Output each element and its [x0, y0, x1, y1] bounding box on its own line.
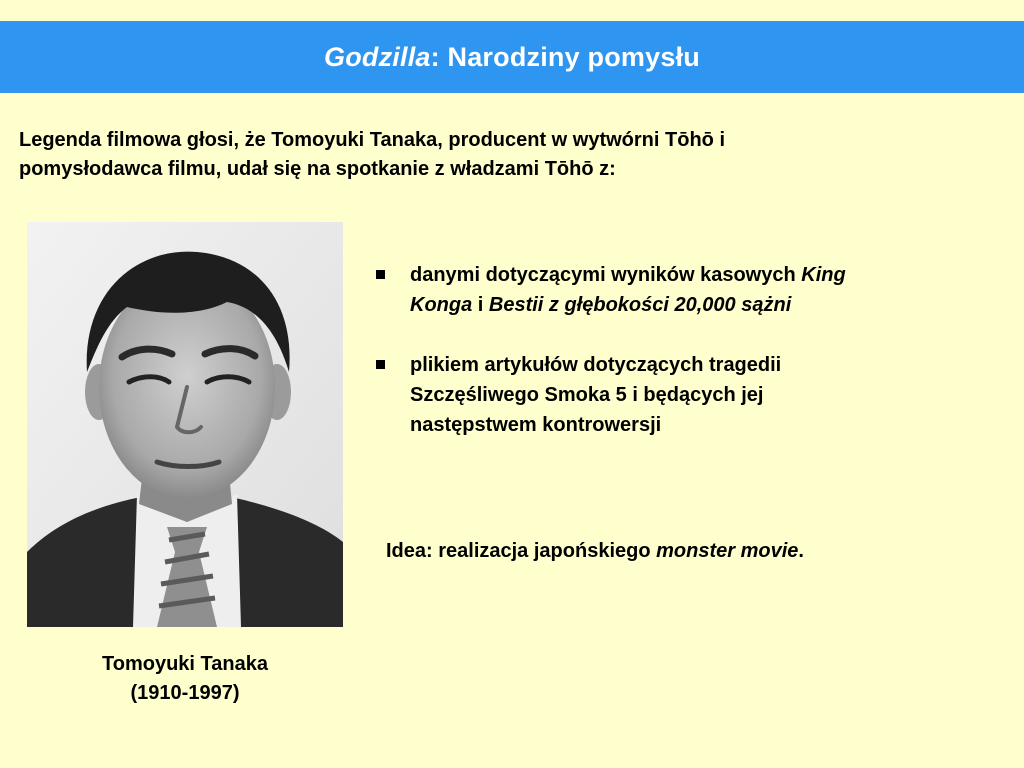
bullet-1-line-2: [410, 290, 992, 320]
idea-prefix: Idea: realizacja japońskiego: [386, 540, 657, 562]
intro-line-2: pomysłodawca filmu, udał się na spotkanie z władzami Tōhō z:: [19, 158, 616, 180]
caption-name: Tomoyuki Tanaka: [102, 653, 268, 675]
bullet-2-line-1: plikiem artykułów dotyczących tragedii: [410, 354, 782, 376]
bullet-list: [372, 260, 992, 470]
bullet-1-text: danymi dotyczącymi wyników kasowych: [410, 264, 802, 286]
caption-years: (1910-1997): [130, 682, 240, 704]
bullet-1-king: King: [801, 264, 846, 286]
portrait-caption: [27, 650, 343, 708]
square-bullet-icon: [376, 360, 385, 369]
idea-suffix: .: [798, 540, 804, 562]
idea-italic: monster movie: [656, 540, 799, 562]
bullet-item-articles: [372, 350, 992, 440]
intro-line-1: Legenda filmowa głosi, że Tomoyuki Tanaka, producent w wytwórni Tōhō i: [19, 129, 725, 151]
bullet-2-line-2: Szczęśliwego Smoka 5 i będących jej: [410, 384, 764, 406]
intro-text: [19, 126, 1009, 184]
bullet-1-and: i: [472, 294, 489, 316]
portrait-photo: [27, 222, 343, 627]
bullet-2-line-3: następstwem kontrowersji: [410, 414, 662, 436]
bullet-item-box-office: [372, 260, 992, 320]
bullet-1-beast-title: Bestii z głębokości 20,000 sążni: [488, 294, 792, 316]
idea-statement: [386, 536, 804, 566]
square-bullet-icon: [376, 270, 385, 279]
title-bar: [0, 21, 1024, 93]
bullet-1-konga: Konga: [410, 294, 473, 316]
slide-title-rest: : Narodziny pomysłu: [430, 41, 700, 72]
slide-title: [324, 42, 700, 73]
portrait-image: [27, 222, 343, 627]
bullet-1-line-1: [410, 260, 992, 290]
slide-title-italic: Godzilla: [324, 41, 431, 72]
